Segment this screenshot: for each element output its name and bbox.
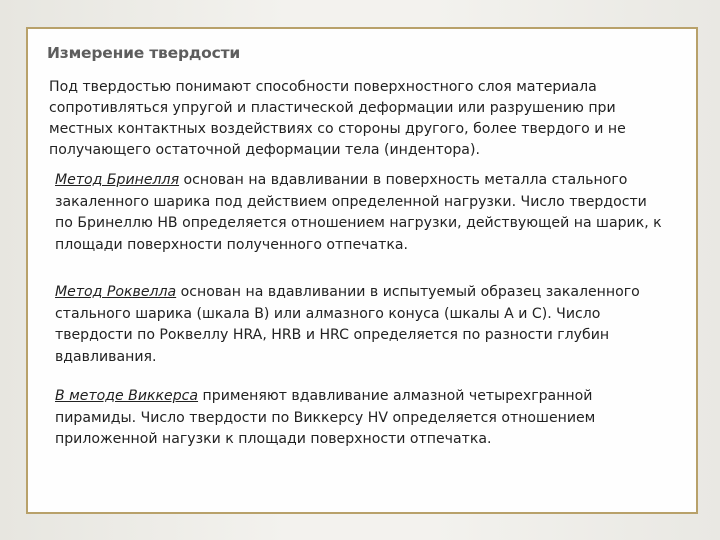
intro-line: сопротивляться упругой и пластической деформации или разрушению при xyxy=(49,100,616,116)
vickers-line: применяют вдавливание алмазной четырехгранной xyxy=(198,388,593,404)
brinell-method-name: Метод Бринелля xyxy=(55,172,180,188)
intro-line: Под твердостью понимают способности поверхностного слоя материала xyxy=(49,79,597,95)
rockwell-line: вдавливания. xyxy=(55,348,157,365)
slide-title: Измерение твердости xyxy=(47,44,241,62)
brinell-line: по Бринеллю НВ определяется отношением нагрузки, действующей на шарик, к xyxy=(55,215,662,231)
vickers-method-name: В методе Виккерса xyxy=(55,388,199,404)
brinell-line: основан на вдавливании в поверхность металла стального xyxy=(179,172,628,188)
rockwell-line: основан на вдавливании в испытуемый образец закаленного xyxy=(176,284,640,300)
slide-content-frame xyxy=(26,27,698,514)
intro-line: получающего остаточной деформации тела (индентора). xyxy=(49,142,480,158)
rockwell-paragraph xyxy=(55,282,685,368)
rockwell-method-name: Метод Роквелла xyxy=(55,284,177,300)
brinell-line: закаленного шарика под действием определенной нагрузки. Число твердости xyxy=(55,193,647,210)
brinell-line: площади поверхности полученного отпечатка. xyxy=(55,236,408,253)
vickers-paragraph xyxy=(55,386,685,451)
intro-paragraph xyxy=(49,77,649,161)
rockwell-line: твердости по Роквеллу HRA, HRB и HRC определяется по разности глубин xyxy=(55,327,610,343)
brinell-paragraph xyxy=(55,170,685,256)
vickers-line: пирамиды. Число твердости по Виккерсу HV определяется отношением xyxy=(55,409,596,426)
vickers-line: приложенной нагузки к площади поверхности отпечатка. xyxy=(55,431,492,447)
rockwell-line: стального шарика (шкала В) или алмазного конуса (шкалы А и С). Число xyxy=(55,305,601,322)
intro-line: местных контактных воздействиях со стороны другого, более твердого и не xyxy=(49,121,626,137)
